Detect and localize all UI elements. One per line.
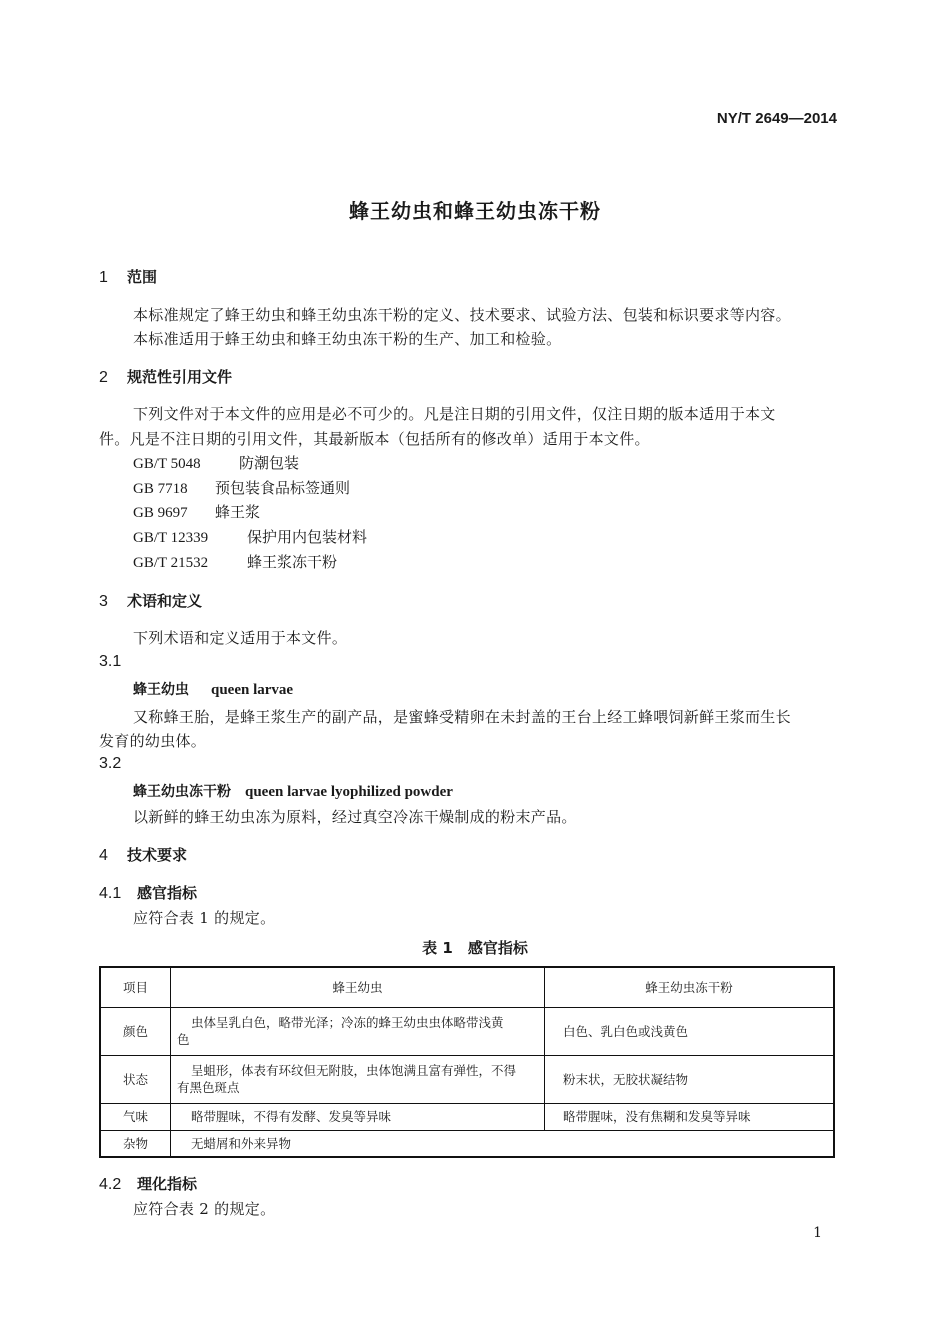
item-cell: 气味 — [100, 1103, 171, 1130]
section-2-heading — [99, 366, 232, 387]
reference-name: 蜂王浆冻干粉 — [247, 553, 338, 571]
section-1-heading — [99, 266, 157, 287]
document-number: NY/T 2649—2014 — [716, 110, 837, 127]
larvae-cell: 略带腥味，不得有发酵、发臭等异味 — [171, 1103, 545, 1130]
paragraph: 本标准规定了蜂王幼虫和蜂王幼虫冻干粉的定义、技术要求、试验方法、包装和标识要求等内容。 — [133, 306, 791, 324]
header-cell: 蜂王幼虫冻干粉 — [545, 967, 835, 1007]
reference-item — [133, 551, 337, 572]
section-4-heading — [99, 844, 187, 865]
table-caption: 表 1 感官指标 — [422, 939, 528, 957]
cell-line: 虫体呈乳白色，略带光泽；冷冻的蜂王幼虫虫体略带浅黄 — [191, 1015, 504, 1030]
section-title: 规范性引用文件 — [127, 368, 233, 386]
paragraph: 本标准适用于蜂王幼虫和蜂王幼虫冻干粉的生产、加工和检验。 — [133, 330, 562, 348]
cell-line: 色 — [177, 1032, 190, 1047]
header-cell: 项目 — [100, 967, 171, 1007]
table-row — [100, 1130, 834, 1157]
document-title: 蜂王幼虫和蜂王幼虫冻干粉 — [349, 199, 601, 223]
paragraph: 件。凡是不注日期的引用文件，其最新版本（包括所有的修改单）适用于本文件。 — [99, 430, 650, 448]
reference-code: GB 7718 — [133, 481, 188, 497]
paragraph: 下列文件对于本文件的应用是必不可少的。凡是注日期的引用文件，仅注日期的版本适用于本文 — [133, 405, 776, 423]
definition: 发育的幼虫体。 — [99, 732, 207, 750]
paragraph: 应符合表 2 的规定。 — [133, 1200, 276, 1218]
table-row — [100, 1103, 834, 1130]
reference-item — [133, 526, 367, 547]
reference-name: 蜂王浆 — [215, 503, 261, 521]
definition: 以新鲜的蜂王幼虫冻为原料，经过真空冷冻干燥制成的粉末产品。 — [133, 808, 577, 826]
table-header-row — [100, 967, 834, 1007]
section-title: 术语和定义 — [127, 592, 203, 610]
term-zh: 蜂王幼虫 — [133, 682, 189, 698]
reference-item — [133, 501, 260, 522]
section-number: 1 — [99, 269, 108, 286]
section-number: 4 — [99, 847, 108, 864]
term-heading — [133, 781, 453, 801]
item-cell: 杂物 — [100, 1130, 171, 1157]
section-4-2-heading — [99, 1173, 197, 1194]
clause-number: 3.1 — [99, 653, 122, 670]
table-row — [100, 1007, 834, 1055]
header-cell: 蜂王幼虫 — [171, 967, 545, 1007]
larvae-cell — [171, 1055, 545, 1103]
cell-line: 呈蛆形，体表有环纹但无附肢，虫体饱满且富有弹性，不得 — [191, 1063, 517, 1078]
term-en: queen larvae lyophilized powder — [245, 784, 453, 800]
section-number: 2 — [99, 369, 108, 386]
term-heading — [133, 679, 293, 699]
section-number: 3 — [99, 593, 108, 610]
reference-name: 保护用内包装材料 — [247, 528, 368, 546]
reference-code: GB/T 5048 — [133, 456, 201, 472]
paragraph: 下列术语和定义适用于本文件。 — [133, 629, 348, 647]
table-row — [100, 1055, 834, 1103]
item-cell: 状态 — [100, 1055, 171, 1103]
merged-cell: 无蜡屑和外来异物 — [171, 1130, 835, 1157]
section-title: 技术要求 — [127, 846, 188, 864]
term-en: queen larvae — [211, 682, 294, 698]
section-title: 理化指标 — [137, 1175, 198, 1193]
reference-name: 防潮包装 — [239, 454, 300, 472]
reference-name: 预包装食品标签通则 — [215, 479, 351, 497]
clause-number: 3.2 — [99, 755, 122, 772]
reference-code: GB 9697 — [133, 505, 188, 521]
section-3-heading — [99, 590, 202, 611]
larvae-cell — [171, 1007, 545, 1055]
section-4-1-heading — [99, 882, 197, 903]
reference-code: GB/T 21532 — [133, 555, 209, 571]
reference-code: GB/T 12339 — [133, 530, 209, 546]
reference-item — [133, 452, 299, 473]
term-zh: 蜂王幼虫冻干粉 — [133, 784, 231, 800]
reference-item — [133, 477, 350, 498]
section-title: 感官指标 — [137, 884, 198, 902]
sensory-table — [99, 966, 835, 1158]
item-cell: 颜色 — [100, 1007, 171, 1055]
powder-cell: 略带腥味，没有焦糊和发臭等异味 — [545, 1103, 835, 1130]
section-number: 4.2 — [99, 1176, 122, 1193]
definition: 又称蜂王胎，是蜂王浆生产的副产品，是蜜蜂受精卵在未封盖的王台上经工蜂喂饲新鲜王浆而生长 — [133, 708, 791, 726]
section-number: 4.1 — [99, 885, 122, 902]
section-title: 范围 — [127, 268, 158, 286]
page-number: 1 — [813, 1225, 822, 1241]
paragraph: 应符合表 1 的规定。 — [133, 909, 276, 927]
powder-cell: 白色、乳白色或浅黄色 — [545, 1007, 835, 1055]
powder-cell: 粉末状，无胶状凝结物 — [545, 1055, 835, 1103]
cell-line: 有黑色斑点 — [177, 1080, 240, 1095]
